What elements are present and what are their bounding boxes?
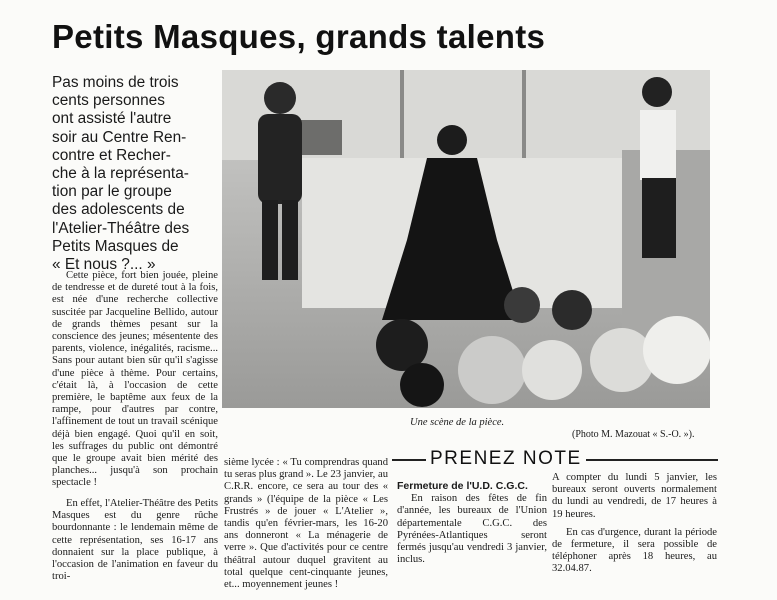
lead-line: cents personnes [52, 92, 165, 110]
notice-column-2 [552, 472, 717, 576]
lead-line: « Et nous ?... » [52, 256, 156, 274]
notice-paragraph-1: En raison des fêtes de fin d'année, les bureaux de l'Union départementale C.G.C. des Pyrénées-Atlantiques seront fermés jusqu'au vendredi 3 janvier, inclus. [397, 493, 547, 566]
lead-line: l'Atelier-Théâtre des [52, 219, 190, 237]
notice-title: PRENEZ NOTE [426, 448, 586, 470]
notice-column-1 [397, 480, 547, 566]
notice-paragraph-2: A compter du lundi 5 janvier, les bureaux seront ouverts normalement du lundi au vendredi, de 17 heures à 19 heures. [552, 472, 717, 520]
lead-line: des adolescents de [52, 201, 185, 219]
notice-subhead: Fermeture de l'U.D. C.G.C. [397, 480, 528, 492]
lead-line: che à la représenta- [52, 165, 189, 183]
lead-line: Petits Masques de [52, 237, 179, 255]
photo-credit: (Photo M. Mazouat « S.-O. »). [572, 429, 695, 440]
article-column-1 [52, 270, 218, 490]
stage-photo-image [222, 70, 710, 408]
lead-line: soir au Centre Ren- [52, 128, 187, 146]
article-paragraph-1: Cette pièce, fort bien jouée, pleine de tendresse et de dureté tout à la fois, est née d'une recherche collective suscitée par Jacqueline Bellido, autour de grands thèmes pesant sur la conscience des jeunes; mésentente des parents, violence, inégalités, racisme... Sans pour autant bien sûr qu'il s'agisse d'une pièce à thème. Pour certains, c'était là, à l'occasion de cette première, le baptême aux feux de la rampe, pour d'autres par contre, l'affinement de tout un travail scénique déjà bien engagé. Quoi qu'il en soit, les suffrages du public ont démontré que le groupe avait bien mérité des planches... jusqu'à son prochain spectacle ! [52, 270, 218, 489]
article-column-1-bottom [52, 498, 218, 583]
lead-line: Pas moins de trois [52, 74, 179, 91]
lead-paragraph [52, 74, 216, 274]
lead-line: contre et Recher- [52, 146, 171, 164]
notice-paragraph-3: En cas d'urgence, durant la période de fermeture, il sera possible de téléphoner après 18 heures, au 32.04.87. [552, 526, 717, 575]
article-column-2 [224, 457, 388, 591]
article-paragraph-3: sième lycée : « Tu comprendras quand tu seras plus grand ». Le 23 janvier, au C.R.R. encore, ce sera au tour des « grands » (l'équipe de la pièce « Les Frustrés » de jouer « L'Atelier », tandis qu'en février-mars, les 16-20 ans donneront « La ménagerie de verre ». Que d'activités pour ce centre théâtral autour duquel gravitent au total quelque cent-cinquante jeunes, et... moyennement jeunes ! [224, 457, 388, 591]
article-paragraph-2: En effet, l'Atelier-Théâtre des Petits Masques est du genre rûche bourdonnante : le lendemain même de cette représentation, ses 16-17 ans donnaient sur la place publique, à l'occasion de l'animation en faveur du troi- [52, 498, 218, 583]
notice-header [392, 448, 718, 468]
photo-caption: Une scène de la pièce. [410, 417, 505, 428]
stage-photo [222, 70, 710, 408]
lead-line: tion par le groupe [52, 183, 172, 201]
lead-line: ont assisté l'autre [52, 110, 172, 128]
headline: Petits Masques, grands talents [52, 18, 546, 55]
